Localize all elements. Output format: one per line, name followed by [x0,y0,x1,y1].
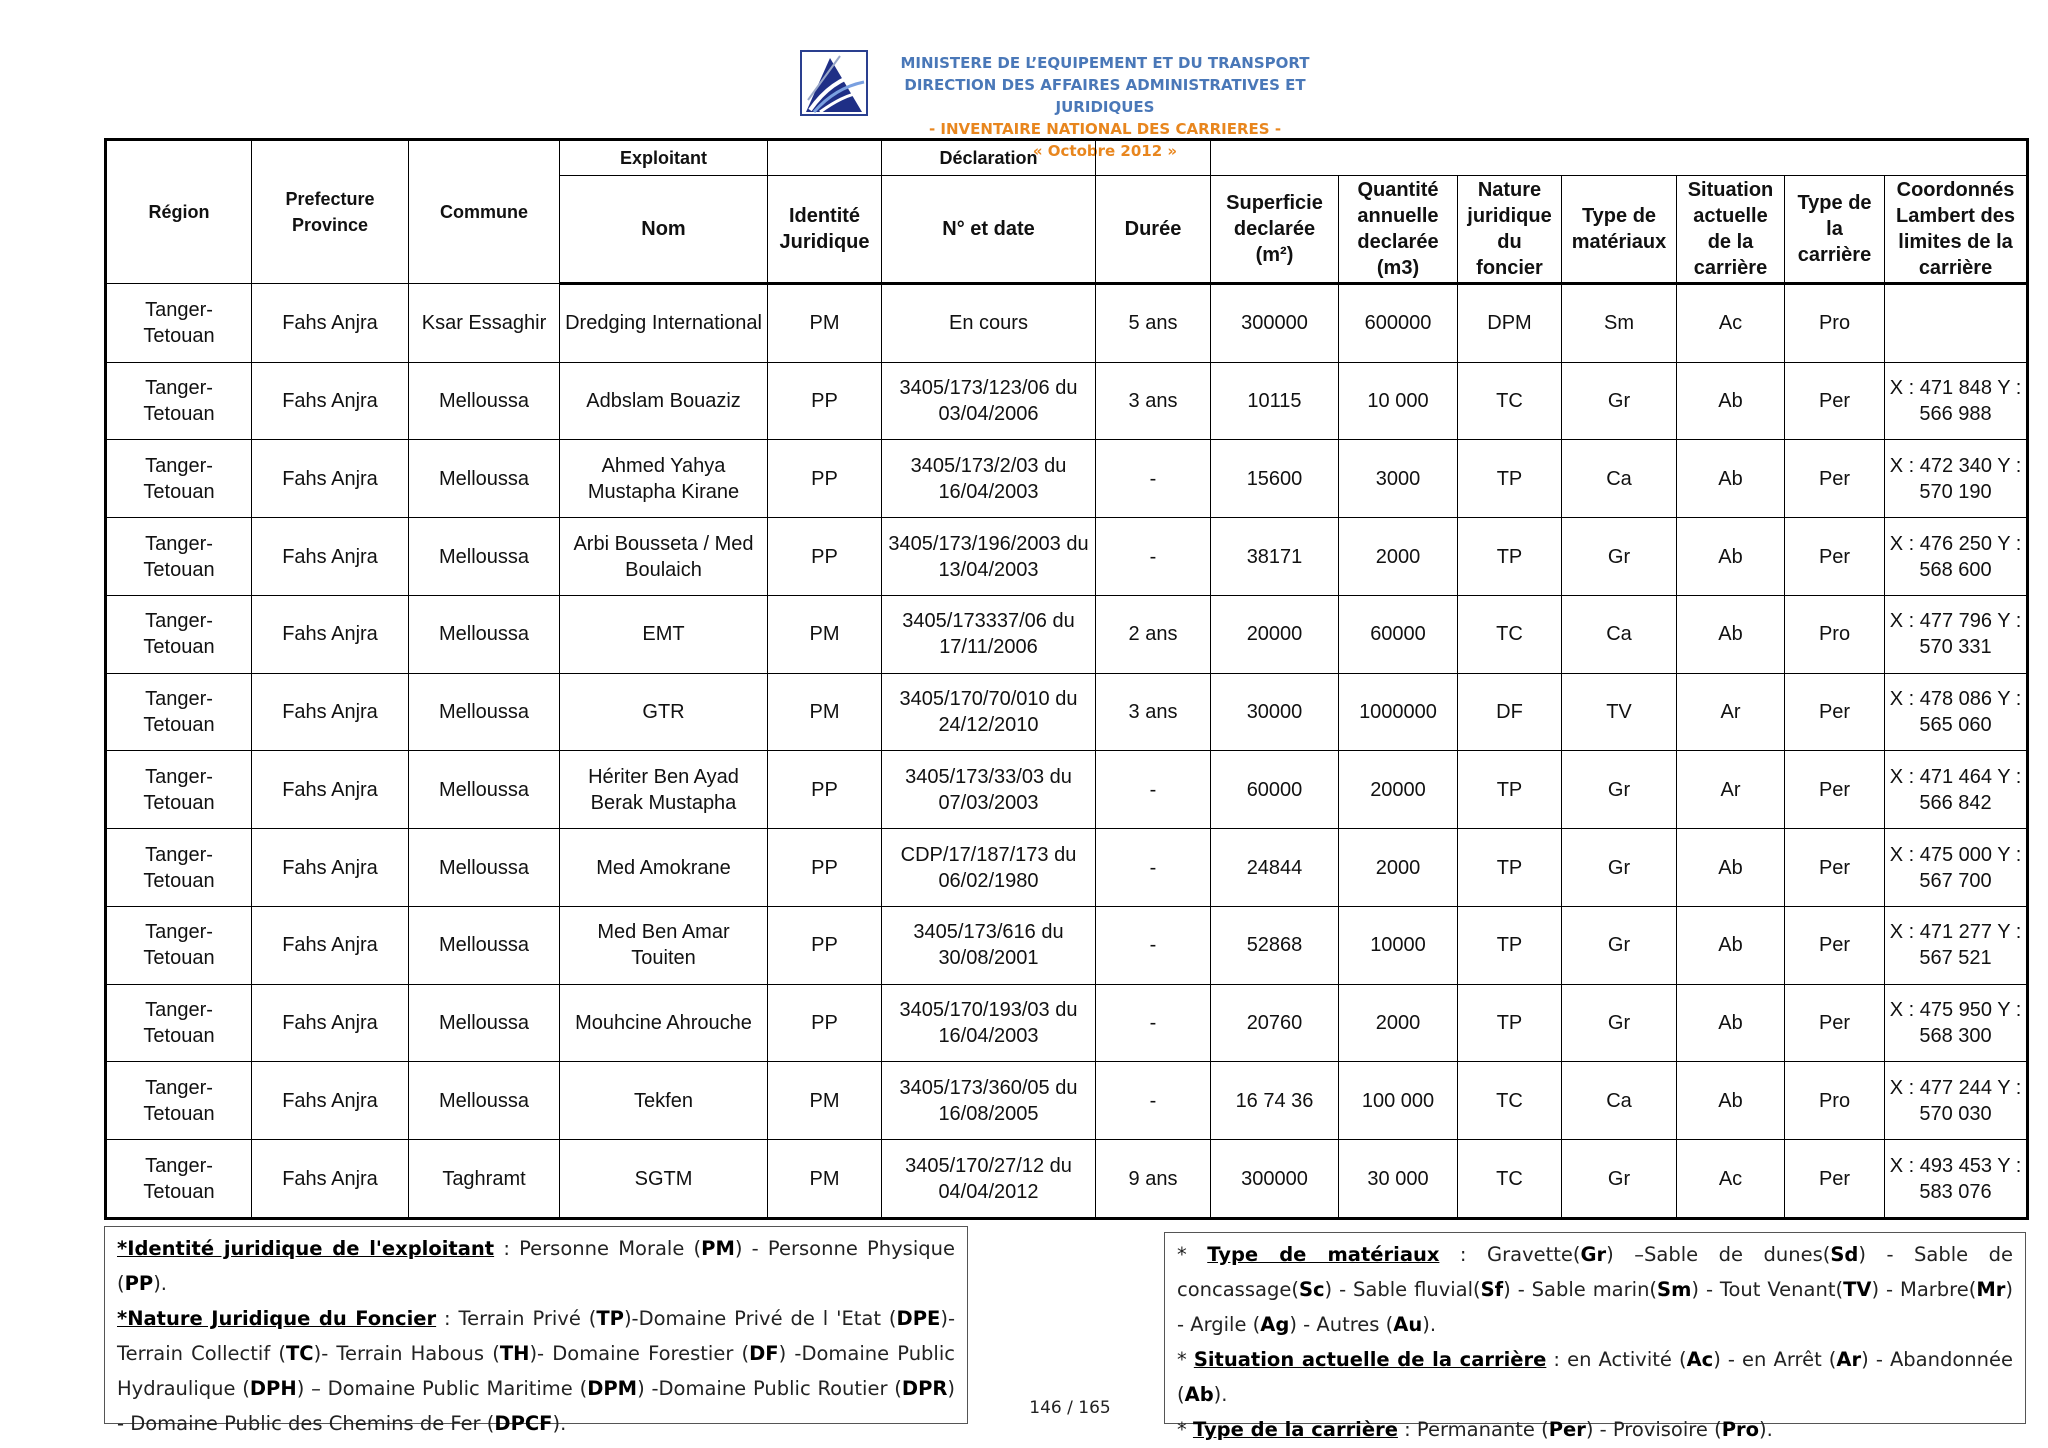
legend-situation: * Situation actuelle de la carrière : en Activité (Ac) - en Arrêt (Ar) - Abandonnée (Ab). [1177,1348,2013,1406]
cell-materiaux: Sm [1562,284,1677,363]
legend-identite-term: *Identité juridique de l'exploitant [117,1237,495,1260]
cell-situation: Ab [1677,829,1785,907]
cell-province: Fahs Anjra [252,284,409,363]
table-row [106,751,2028,829]
cell-coordonnees [1885,284,2028,363]
legend-code: Mr [1976,1278,2006,1301]
cell-type: Per [1785,362,1885,440]
cell-duree: - [1096,751,1211,829]
cell-nature: TP [1458,440,1562,518]
cell-duree: 3 ans [1096,362,1211,440]
cell-nature: TP [1458,984,1562,1062]
legend-code: TP [596,1307,624,1330]
cell-province: Fahs Anjra [252,518,409,596]
cell-nom: Ahmed Yahya Mustapha Kirane [560,440,768,518]
table-row [106,518,2028,596]
cell-situation: Ab [1677,595,1785,673]
cell-quantite: 100 000 [1339,1062,1458,1140]
cell-situation: Ac [1677,1140,1785,1219]
cell-superficie: 300000 [1211,1140,1339,1219]
cell-quantite: 20000 [1339,751,1458,829]
cell-nature: TC [1458,1062,1562,1140]
cell-type: Per [1785,751,1885,829]
cell-numero: 3405/170/70/010 du 24/12/2010 [882,673,1096,751]
ministry-logo-icon [800,50,868,116]
cell-nature: TP [1458,906,1562,984]
legend-right [1164,1232,2026,1441]
legend-code: Sf [1480,1278,1504,1301]
cell-commune: Melloussa [409,984,560,1062]
cell-province: Fahs Anjra [252,1062,409,1140]
cell-identite: PM [768,284,882,363]
inventory-date: « Octobre 2012 » [1032,142,1178,160]
cell-superficie: 60000 [1211,751,1339,829]
cell-identite: PP [768,751,882,829]
cell-duree: - [1096,906,1211,984]
legend-code: DPR [901,1377,948,1400]
cell-duree: 5 ans [1096,284,1211,363]
cell-region: Tanger-Tetouan [106,673,252,751]
cell-type: Pro [1785,1062,1885,1140]
direction-title: DIRECTION DES AFFAIRES ADMINISTRATIVES ET JURIDIQUES [904,76,1306,116]
cell-coordonnees: X : 471 848 Y : 566 988 [1885,362,2028,440]
cell-nom: Arbi Bousseta / Med Boulaich [560,518,768,596]
cell-duree: - [1096,829,1211,907]
cell-superficie: 20760 [1211,984,1339,1062]
cell-nom: Med Ben Amar Touiten [560,906,768,984]
cell-nature: DPM [1458,284,1562,363]
legend-code: Gr [1580,1243,1607,1266]
cell-materiaux: Gr [1562,829,1677,907]
cell-commune: Melloussa [409,673,560,751]
cell-nom: Med Amokrane [560,829,768,907]
col-coordonnees: Coordonnés Lambert des limites de la carrière [1885,176,2028,284]
cell-region: Tanger-Tetouan [106,595,252,673]
cell-numero: 3405/173337/06 du 17/11/2006 [882,595,1096,673]
table-row [106,595,2028,673]
cell-numero: 3405/170/27/12 du 04/04/2012 [882,1140,1096,1219]
cell-superficie: 15600 [1211,440,1339,518]
col-nature: Nature juridique du foncier [1458,176,1562,284]
cell-commune: Melloussa [409,751,560,829]
cell-duree: - [1096,440,1211,518]
cell-materiaux: Gr [1562,906,1677,984]
cell-type: Pro [1785,595,1885,673]
cell-region: Tanger-Tetouan [106,518,252,596]
legend-code: DPE [896,1307,941,1330]
cell-region: Tanger-Tetouan [106,829,252,907]
col-quantite: Quantité annuelle declarée (m3) [1339,176,1458,284]
legend-code: Au [1393,1313,1423,1336]
cell-superficie: 300000 [1211,284,1339,363]
cell-commune: Melloussa [409,906,560,984]
cell-duree: - [1096,1062,1211,1140]
cell-nom: GTR [560,673,768,751]
col-province: Prefecture Province [252,140,409,284]
cell-province: Fahs Anjra [252,440,409,518]
table-row [106,284,2028,363]
cell-materiaux: Ca [1562,1062,1677,1140]
cell-region: Tanger-Tetouan [106,440,252,518]
cell-quantite: 2000 [1339,984,1458,1062]
cell-materiaux: Gr [1562,518,1677,596]
group-blank-2 [1096,140,1211,176]
cell-superficie: 20000 [1211,595,1339,673]
cell-situation: Ab [1677,906,1785,984]
cell-nature: TP [1458,751,1562,829]
cell-duree: 3 ans [1096,673,1211,751]
cell-type: Per [1785,1140,1885,1219]
table-row [106,984,2028,1062]
col-identite: Identité Juridique [768,176,882,284]
cell-commune: Ksar Essaghir [409,284,560,363]
cell-identite: PM [768,1140,882,1219]
group-blank-1 [768,140,882,176]
cell-province: Fahs Anjra [252,595,409,673]
cell-coordonnees: X : 471 277 Y : 567 521 [1885,906,2028,984]
cell-materiaux: Gr [1562,362,1677,440]
legend-code: Ab [1184,1383,1214,1406]
cell-nature: TP [1458,518,1562,596]
col-type: Type de la carrière [1785,176,1885,284]
legend-code: DPM [587,1377,638,1400]
table-row [106,440,2028,518]
cell-nom: EMT [560,595,768,673]
col-superficie: Superficie declarée (m²) [1211,176,1339,284]
cell-duree: 2 ans [1096,595,1211,673]
group-blank-3 [1211,140,2028,176]
cell-quantite: 3000 [1339,440,1458,518]
col-duree: Durée [1096,176,1211,284]
cell-quantite: 2000 [1339,829,1458,907]
cell-identite: PP [768,829,882,907]
cell-coordonnees: X : 477 796 Y : 570 331 [1885,595,2028,673]
cell-duree: - [1096,984,1211,1062]
table-row [106,362,2028,440]
cell-nom: Dredging International [560,284,768,363]
cell-identite: PM [768,595,882,673]
legend-code: Ac [1686,1348,1714,1371]
cell-province: Fahs Anjra [252,751,409,829]
cell-materiaux: Gr [1562,751,1677,829]
cell-numero: 3405/170/193/03 du 16/04/2003 [882,984,1096,1062]
cell-situation: Ab [1677,362,1785,440]
cell-commune: Melloussa [409,440,560,518]
cell-numero: 3405/173/33/03 du 07/03/2003 [882,751,1096,829]
legend-left [104,1226,968,1435]
cell-coordonnees: X : 493 453 Y : 583 076 [1885,1140,2028,1219]
legend-code: Sm [1657,1278,1692,1301]
cell-type: Pro [1785,284,1885,363]
legend-code: Per [1548,1418,1586,1441]
cell-quantite: 30 000 [1339,1140,1458,1219]
cell-coordonnees: X : 471 464 Y : 566 842 [1885,751,2028,829]
cell-type: Per [1785,440,1885,518]
cell-region: Tanger-Tetouan [106,751,252,829]
table-row [106,1062,2028,1140]
table-body [106,284,2028,1219]
cell-materiaux: Ca [1562,440,1677,518]
cell-quantite: 1000000 [1339,673,1458,751]
cell-materiaux: TV [1562,673,1677,751]
col-materiaux: Type de matériaux [1562,176,1677,284]
cell-nature: TC [1458,362,1562,440]
legend-type-term: Type de la carrière [1192,1418,1398,1441]
cell-situation: Ab [1677,518,1785,596]
cell-duree: 9 ans [1096,1140,1211,1219]
cell-identite: PM [768,1062,882,1140]
cell-region: Tanger-Tetouan [106,1062,252,1140]
cell-region: Tanger-Tetouan [106,1140,252,1219]
cell-province: Fahs Anjra [252,984,409,1062]
cell-commune: Melloussa [409,1062,560,1140]
cell-superficie: 38171 [1211,518,1339,596]
legend-code: Sd [1830,1243,1859,1266]
cell-numero: 3405/173/196/2003 du 13/04/2003 [882,518,1096,596]
cell-commune: Melloussa [409,362,560,440]
cell-superficie: 30000 [1211,673,1339,751]
cell-quantite: 600000 [1339,284,1458,363]
legend-code: Pro [1721,1418,1759,1441]
cell-province: Fahs Anjra [252,673,409,751]
cell-region: Tanger-Tetouan [106,362,252,440]
legend-code: TC [285,1342,314,1365]
legend-materiaux-term: Type de matériaux [1207,1243,1440,1266]
cell-coordonnees: X : 475 950 Y : 568 300 [1885,984,2028,1062]
cell-situation: Ab [1677,1062,1785,1140]
col-nom: Nom [560,176,768,284]
cell-situation: Ar [1677,751,1785,829]
col-numero: N° et date [882,176,1096,284]
cell-numero: 3405/173/2/03 du 16/04/2003 [882,440,1096,518]
cell-nature: DF [1458,673,1562,751]
legend-code: Sc [1298,1278,1325,1301]
cell-nature: TC [1458,1140,1562,1219]
col-commune: Commune [409,140,560,284]
cell-type: Per [1785,673,1885,751]
cell-quantite: 10 000 [1339,362,1458,440]
cell-nature: TP [1458,829,1562,907]
cell-region: Tanger-Tetouan [106,984,252,1062]
cell-commune: Melloussa [409,595,560,673]
cell-province: Fahs Anjra [252,906,409,984]
cell-commune: Melloussa [409,829,560,907]
cell-type: Per [1785,518,1885,596]
cell-coordonnees: X : 476 250 Y : 568 600 [1885,518,2028,596]
legend-code: DPCF [494,1412,553,1435]
group-declaration: Déclaration [882,140,1096,176]
cell-materiaux: Gr [1562,1140,1677,1219]
legend-identite: *Identité juridique de l'exploitant : Personne Morale (PM) - Personne Physique (PP). [117,1237,955,1295]
page-number: 146 / 165 [1029,1398,1111,1418]
cell-province: Fahs Anjra [252,362,409,440]
cell-nom: Hériter Ben Ayad Berak Mustapha [560,751,768,829]
table-row [106,906,2028,984]
quarry-table [104,138,2029,1220]
cell-identite: PP [768,984,882,1062]
cell-type: Per [1785,984,1885,1062]
cell-coordonnees: X : 475 000 Y : 567 700 [1885,829,2028,907]
cell-numero: 3405/173/360/05 du 16/08/2005 [882,1062,1096,1140]
group-exploitant: Exploitant [560,140,768,176]
legend-materiaux: * Type de matériaux : Gravette(Gr) –Sable de dunes(Sd) - Sable de concassage(Sc) - Sable fluvial(Sf) - Sable marin(Sm) - Tout Venant(TV) - Marbre(Mr) - Argile (Ag) - Autres (Au). [1177,1243,2013,1336]
table-row [106,673,2028,751]
legend-code: DF [749,1342,779,1365]
cell-identite: PP [768,906,882,984]
cell-quantite: 10000 [1339,906,1458,984]
legend-code: TH [499,1342,530,1365]
cell-identite: PP [768,518,882,596]
cell-duree: - [1096,518,1211,596]
legend-code: Ag [1260,1313,1290,1336]
legend-nature: *Nature Juridique du Foncier : Terrain Privé (TP)-Domaine Privé de l 'Etat (DPE)-Terrain Collectif (TC)- Terrain Habous (TH)- Domaine Forestier (DF) -Domaine Public Hydraulique (DPH) – Domaine Public Maritime (DPM) -Domaine Public Routier (DPR) - Domaine Public des Chemins de Fer (DPCF). [117,1307,956,1435]
cell-superficie: 52868 [1211,906,1339,984]
cell-type: Per [1785,906,1885,984]
legend-situation-term: Situation actuelle de la carrière [1193,1348,1547,1371]
legend-nature-term: *Nature Juridique du Foncier [117,1307,437,1330]
cell-coordonnees: X : 477 244 Y : 570 030 [1885,1062,2028,1140]
cell-coordonnees: X : 478 086 Y : 565 060 [1885,673,2028,751]
cell-region: Tanger-Tetouan [106,906,252,984]
cell-nom: Tekfen [560,1062,768,1140]
cell-numero: CDP/17/187/173 du 06/02/1980 [882,829,1096,907]
cell-commune: Melloussa [409,518,560,596]
cell-superficie: 24844 [1211,829,1339,907]
cell-nom: SGTM [560,1140,768,1219]
cell-coordonnees: X : 472 340 Y : 570 190 [1885,440,2028,518]
cell-nom: Mouhcine Ahrouche [560,984,768,1062]
cell-quantite: 60000 [1339,595,1458,673]
cell-identite: PP [768,362,882,440]
table-row [106,1140,2028,1219]
cell-materiaux: Ca [1562,595,1677,673]
cell-commune: Taghramt [409,1140,560,1219]
cell-identite: PM [768,673,882,751]
legend-code: DPH [249,1377,297,1400]
legend-code: Ar [1836,1348,1862,1371]
cell-numero: 3405/173/123/06 du 03/04/2006 [882,362,1096,440]
cell-region: Tanger-Tetouan [106,284,252,363]
table-header [106,140,2028,284]
col-region: Région [106,140,252,284]
cell-situation: Ab [1677,440,1785,518]
cell-province: Fahs Anjra [252,1140,409,1219]
cell-quantite: 2000 [1339,518,1458,596]
cell-situation: Ac [1677,284,1785,363]
cell-numero: 3405/173/616 du 30/08/2001 [882,906,1096,984]
cell-superficie: 10115 [1211,362,1339,440]
cell-nom: Adbslam Bouaziz [560,362,768,440]
col-situation: Situation actuelle de la carrière [1677,176,1785,284]
cell-identite: PP [768,440,882,518]
ministry-title: MINISTERE DE L’EQUIPEMENT ET DU TRANSPORT [900,54,1310,72]
cell-type: Per [1785,829,1885,907]
cell-numero: En cours [882,284,1096,363]
legend-type: * Type de la carrière : Permanante (Per) - Provisoire (Pro). [1177,1418,1773,1441]
legend-code: TV [1843,1278,1872,1301]
table-row [106,829,2028,907]
cell-province: Fahs Anjra [252,829,409,907]
inventory-title: - INVENTAIRE NATIONAL DES CARRIERES - [928,120,1282,138]
cell-situation: Ab [1677,984,1785,1062]
cell-nature: TC [1458,595,1562,673]
cell-situation: Ar [1677,673,1785,751]
cell-superficie: 16 74 36 [1211,1062,1339,1140]
cell-materiaux: Gr [1562,984,1677,1062]
